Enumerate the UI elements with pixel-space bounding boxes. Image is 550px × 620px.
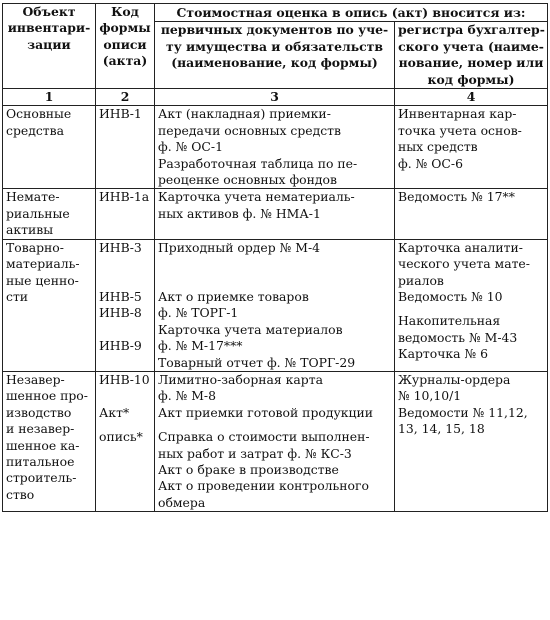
inventory-valuation-table [2,3,548,512]
object-cell [3,371,96,511]
form-code: Акт* [99,404,130,420]
form-code: ИНВ-8 [99,305,142,321]
header-primary-docs [155,22,395,89]
primary-doc-line: ф. № ТОРГ-1 [158,305,239,321]
header-primary-line: первичных документов по уче- [160,22,389,38]
register-line: ведомость № М-43 [398,329,518,345]
object-cell [3,106,96,189]
object-line: Товарно- [6,239,64,255]
form-code: ИНВ-5 [99,288,142,304]
primary-doc-line: Карточка учета нематериаль- [158,189,355,205]
primary-doc-cell [155,371,395,511]
object-line: и незавер- [6,421,75,437]
column-number: 1 [3,89,96,106]
table-row-intangible-assets [3,189,548,239]
register-line: Журналы-ордера [398,371,511,387]
primary-doc-line: ных активов ф. № НМА-1 [158,205,321,221]
register-line: Ведомость № 10 [398,288,503,304]
header-object-line: инвентари- [7,20,91,36]
register-cell [395,239,548,371]
register-line: Карточка № 6 [398,346,489,362]
register-cell [395,189,548,239]
object-cell [3,239,96,371]
object-line: средства [6,122,64,138]
header-object [3,4,96,89]
object-line: изводство [6,404,72,420]
object-line: Немате- [6,189,60,205]
header-row-top [3,4,548,22]
primary-doc-line: обмера [158,494,206,510]
object-line: сти [6,288,29,304]
primary-doc-line: Акт приемки готовой продукции [158,404,373,420]
column-number: 2 [96,89,155,106]
primary-doc-line: передачи основных средств [158,122,342,138]
code-cell [96,106,155,189]
primary-doc-line: ф. № М-8 [158,388,216,404]
primary-doc-line: Товарный отчет ф. № ТОРГ-29 [158,354,356,370]
register-line: Накопительная [398,313,501,329]
form-code: ИНВ-9 [99,338,142,354]
header-code-line: описи [103,36,147,52]
object-line: шенное про- [6,388,88,404]
register-line: Карточка аналити- [398,239,523,255]
object-line: материаль- [6,256,80,272]
header-form-code [96,4,155,89]
register-line: 13, 14, 15, 18 [398,421,485,437]
header-register-line: нование, номер или [398,55,544,71]
primary-doc-line: Акт о браке в производстве [158,461,339,477]
header-register-line: регистра бухгалтер- [398,22,545,38]
header-code-line: формы [99,20,151,36]
object-line: Основные [6,106,72,122]
primary-doc-cell [155,239,395,371]
object-line: риальные [6,205,70,221]
header-valuation-group [155,4,548,22]
primary-doc-line: Акт о проведении контрольного [158,478,369,494]
primary-doc-line: Разработочная таблица по пе- [158,155,358,171]
form-code: ИНВ-3 [99,239,142,255]
primary-doc-line: Справка о стоимости выполнен- [158,429,370,445]
header-register-line: код формы) [427,71,515,87]
register-line: Инвентарная кар- [398,106,517,122]
object-cell [3,189,96,239]
register-line: Ведомость № 17** [398,189,515,205]
code-cell [96,371,155,511]
table-row-work-in-progress [3,371,548,511]
object-line: Незавер- [6,371,65,387]
column-number: 4 [395,89,548,106]
form-code: опись* [99,429,143,445]
object-line: активы [6,222,54,238]
primary-doc-line: Карточка учета материалов [158,321,343,337]
register-line: ф. № ОС-6 [398,155,463,171]
header-primary-line: ту имущества и обязательств [166,38,383,54]
primary-doc-line: Акт о приемке товаров [158,288,309,304]
register-cell [395,106,548,189]
column-number-row [3,89,548,106]
object-line: питальное [6,453,75,469]
form-code: ИНВ-1а [99,189,150,205]
object-line: ство [6,486,35,502]
register-cell [395,371,548,511]
primary-doc-line: ных работ и затрат ф. № КС-3 [158,445,352,461]
table-row-fixed-assets [3,106,548,189]
header-primary-line: (наименование, код формы) [171,55,378,71]
primary-doc-cell [155,189,395,239]
header-code-line: Код [111,4,139,19]
form-code: ИНВ-1 [99,106,142,122]
primary-doc-line: реоценке основных фондов [158,172,337,188]
object-line: шенное ка- [6,437,80,453]
primary-doc-line: ф. № М-17*** [158,338,243,354]
header-register [395,22,548,89]
column-number: 3 [155,89,395,106]
register-line: риалов [398,272,444,288]
object-line: ные ценно- [6,272,79,288]
primary-doc-line: Акт (накладная) приемки- [158,106,331,122]
header-object-line: зации [27,36,71,52]
primary-doc-line: ф. № ОС-1 [158,139,223,155]
register-line: № 10,10/1 [398,388,462,404]
primary-doc-line: Лимитно-заборная карта [158,371,323,387]
register-line: точка учета основ- [398,122,522,138]
register-line: Ведомости № 11,12, [398,404,528,420]
code-cell [96,189,155,239]
header-register-line: ского учета (наиме- [398,38,544,54]
register-line: ных средств [398,139,478,155]
primary-doc-cell [155,106,395,189]
header-code-line: (акта) [102,53,148,69]
object-line: строитель- [6,470,77,486]
register-line: ческого учета мате- [398,256,530,272]
code-cell [96,239,155,371]
table-row-inventory [3,239,548,371]
primary-doc-line: Приходный ордер № М-4 [158,239,321,255]
header-group-label: Стоимостная оценка в опись (акт) вносится из: [176,5,526,20]
form-code: ИНВ-10 [99,371,150,387]
header-object-line: Объект [22,4,76,19]
